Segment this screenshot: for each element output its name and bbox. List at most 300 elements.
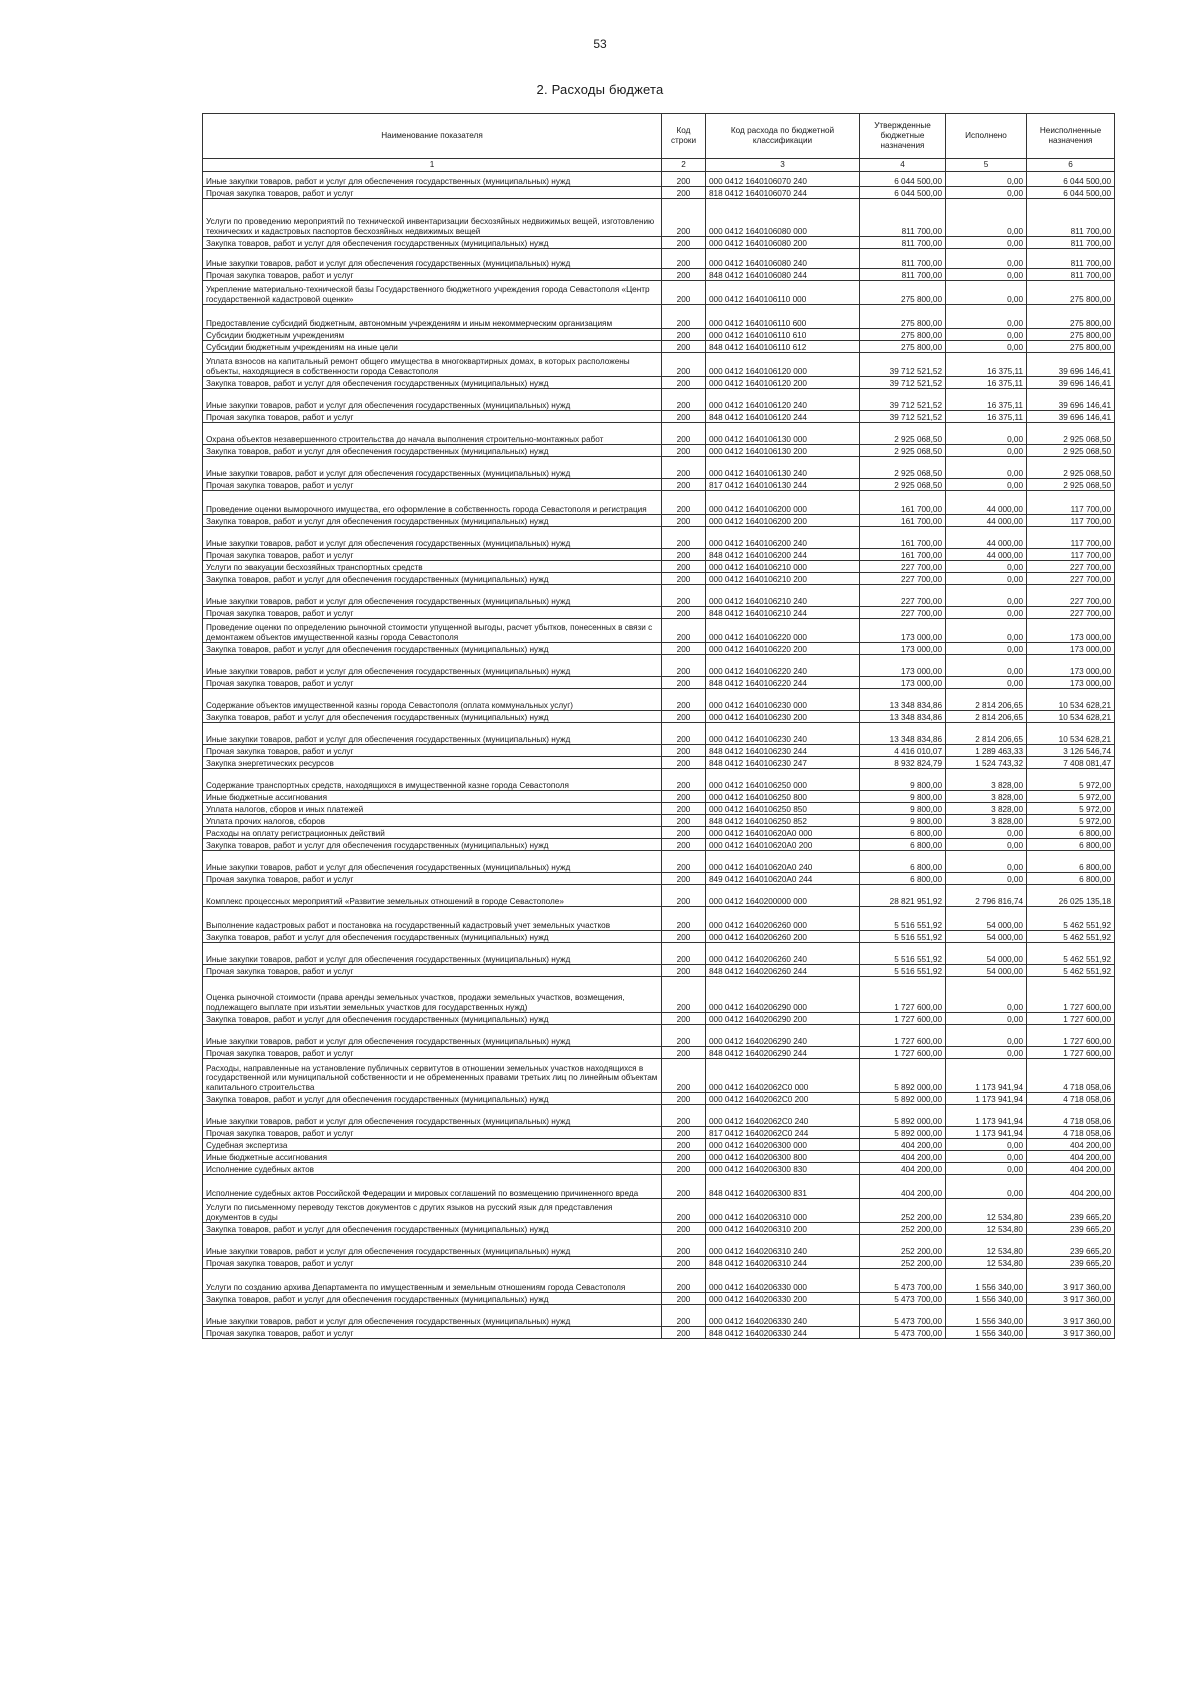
section-title: 2. Расходы бюджета [536,82,664,97]
row-unexecuted: 6 800,00 [1027,827,1115,839]
row-budget-code: 000 0412 1640106210 200 [706,573,860,585]
row-approved: 173 000,00 [860,677,946,689]
row-approved: 6 044 500,00 [860,187,946,199]
row-line-code: 200 [662,643,706,655]
table-row [203,249,1115,269]
row-executed: 1 173 941,94 [946,1059,1027,1093]
row-line-code: 200 [662,1105,706,1127]
row-line-code: 200 [662,977,706,1013]
row-approved: 811 700,00 [860,249,946,269]
table-row [203,573,1115,585]
row-approved: 173 000,00 [860,643,946,655]
table-row [203,1235,1115,1257]
row-approved: 5 473 700,00 [860,1293,946,1305]
row-name: Субсидии бюджетным учреждениям на иные цели [203,341,662,353]
row-budget-code: 000 0412 1640106200 000 [706,491,860,515]
row-executed: 0,00 [946,851,1027,873]
row-unexecuted: 2 925 068,50 [1027,445,1115,457]
row-line-code: 200 [662,457,706,479]
row-name: Иные закупки товаров, работ и услуг для обеспечения государственных (муниципальных) нужд [203,1025,662,1047]
row-line-code: 200 [662,851,706,873]
row-budget-code: 000 0412 1640206290 000 [706,977,860,1013]
table-body [203,172,1115,1339]
row-budget-code: 000 0412 1640106080 000 [706,199,860,237]
row-approved: 5 892 000,00 [860,1059,946,1093]
row-name: Иные закупки товаров, работ и услуг для обеспечения государственных (муниципальных) нужд [203,457,662,479]
table-row [203,1293,1115,1305]
row-budget-code: 848 0412 1640106110 612 [706,341,860,353]
row-budget-code: 000 0412 1640106130 240 [706,457,860,479]
row-approved: 5 892 000,00 [860,1127,946,1139]
row-line-code: 200 [662,281,706,305]
row-unexecuted: 2 925 068,50 [1027,457,1115,479]
row-unexecuted: 275 800,00 [1027,281,1115,305]
row-line-code: 200 [662,655,706,677]
row-name: Закупка энергетических ресурсов [203,757,662,769]
table-row [203,757,1115,769]
row-budget-code: 000 0412 16402062С0 240 [706,1105,860,1127]
row-line-code: 200 [662,907,706,931]
row-name: Закупка товаров, работ и услуг для обеспечения государственных (муниципальных) нужд [203,1093,662,1105]
row-line-code: 200 [662,1257,706,1269]
row-executed: 3 828,00 [946,791,1027,803]
row-name: Предоставление субсидий бюджетным, автономным учреждениям и иным некоммерческим организациям [203,305,662,329]
row-line-code: 200 [662,827,706,839]
row-approved: 1 727 600,00 [860,1047,946,1059]
row-executed: 0,00 [946,873,1027,885]
row-name: Прочая закупка товаров, работ и услуг [203,677,662,689]
table-row [203,643,1115,655]
table-row [203,237,1115,249]
row-name: Услуги по письменному переводу текстов документов с других языков на русский язык для представления документов в суды [203,1199,662,1223]
row-executed: 0,00 [946,677,1027,689]
row-unexecuted: 10 534 628,21 [1027,689,1115,711]
row-executed: 1 289 463,33 [946,745,1027,757]
row-name: Закупка товаров, работ и услуг для обеспечения государственных (муниципальных) нужд [203,1293,662,1305]
row-name: Иные закупки товаров, работ и услуг для обеспечения государственных (муниципальных) нужд [203,389,662,411]
row-name: Проведение оценки выморочного имущества, его оформление в собственность города Севастополя и регистрация [203,491,662,515]
row-budget-code: 000 0412 1640106120 240 [706,389,860,411]
table-row [203,655,1115,677]
row-name: Прочая закупка товаров, работ и услуг [203,1327,662,1339]
row-executed: 0,00 [946,561,1027,573]
row-unexecuted: 2 925 068,50 [1027,423,1115,445]
row-executed: 1 556 340,00 [946,1269,1027,1293]
row-budget-code: 000 0412 1640206310 240 [706,1235,860,1257]
row-unexecuted: 227 700,00 [1027,561,1115,573]
row-line-code: 200 [662,305,706,329]
row-approved: 9 800,00 [860,815,946,827]
row-line-code: 200 [662,1305,706,1327]
row-executed: 44 000,00 [946,527,1027,549]
row-executed: 16 375,11 [946,377,1027,389]
row-budget-code: 849 0412 164010620А0 244 [706,873,860,885]
column-number: 3 [706,159,860,172]
row-executed: 0,00 [946,269,1027,281]
row-approved: 5 892 000,00 [860,1105,946,1127]
row-executed: 0,00 [946,607,1027,619]
table-row [203,1163,1115,1175]
row-unexecuted: 4 718 058,06 [1027,1093,1115,1105]
row-approved: 8 932 824,79 [860,757,946,769]
row-name: Прочая закупка товаров, работ и услуг [203,479,662,491]
row-budget-code: 000 0412 1640106110 600 [706,305,860,329]
table-row [203,549,1115,561]
row-name: Иные закупки товаров, работ и услуг для обеспечения государственных (муниципальных) нужд [203,1235,662,1257]
row-name: Закупка товаров, работ и услуг для обеспечения государственных (муниципальных) нужд [203,643,662,655]
row-unexecuted: 117 700,00 [1027,491,1115,515]
row-name: Закупка товаров, работ и услуг для обеспечения государственных (муниципальных) нужд [203,237,662,249]
row-executed: 0,00 [946,457,1027,479]
row-budget-code: 000 0412 1640206260 240 [706,943,860,965]
row-name: Содержание транспортных средств, находящихся в имущественной казне города Севастополя [203,769,662,791]
row-executed: 1 556 340,00 [946,1293,1027,1305]
table-row [203,803,1115,815]
row-approved: 2 925 068,50 [860,423,946,445]
row-approved: 2 925 068,50 [860,445,946,457]
row-unexecuted: 39 696 146,41 [1027,353,1115,377]
row-budget-code: 848 0412 1640206260 244 [706,965,860,977]
column-number: 4 [860,159,946,172]
row-executed: 0,00 [946,249,1027,269]
table-row [203,711,1115,723]
row-line-code: 200 [662,585,706,607]
row-executed: 0,00 [946,1151,1027,1163]
table-row [203,1151,1115,1163]
row-line-code: 200 [662,1059,706,1093]
row-approved: 6 800,00 [860,851,946,873]
table-row [203,1013,1115,1025]
row-name: Уплата прочих налогов, сборов [203,815,662,827]
table-row [203,329,1115,341]
row-unexecuted: 404 200,00 [1027,1151,1115,1163]
row-approved: 227 700,00 [860,585,946,607]
table-row [203,965,1115,977]
table-row [203,1223,1115,1235]
table-row [203,527,1115,549]
row-line-code: 200 [662,1151,706,1163]
row-unexecuted: 6 800,00 [1027,873,1115,885]
row-budget-code: 000 0412 164010620А0 000 [706,827,860,839]
row-line-code: 200 [662,723,706,745]
table-row [203,411,1115,423]
row-unexecuted: 404 200,00 [1027,1139,1115,1151]
row-line-code: 200 [662,607,706,619]
table-row [203,423,1115,445]
row-budget-code: 000 0412 1640206290 200 [706,1013,860,1025]
row-name: Иные закупки товаров, работ и услуг для обеспечения государственных (муниципальных) нужд [203,585,662,607]
table-row [203,341,1115,353]
row-line-code: 200 [662,1093,706,1105]
row-line-code: 200 [662,1139,706,1151]
row-approved: 173 000,00 [860,619,946,643]
row-executed: 0,00 [946,341,1027,353]
row-approved: 1 727 600,00 [860,977,946,1013]
column-number: 2 [662,159,706,172]
row-line-code: 200 [662,1327,706,1339]
row-name: Уплата взносов на капитальный ремонт общего имущества в многоквартирных домах, в которых расположены объекты, находящиеся в собственности города Севастополя [203,353,662,377]
row-name: Закупка товаров, работ и услуг для обеспечения государственных (муниципальных) нужд [203,711,662,723]
row-executed: 3 828,00 [946,815,1027,827]
row-executed: 0,00 [946,827,1027,839]
row-approved: 6 800,00 [860,873,946,885]
row-unexecuted: 239 665,20 [1027,1257,1115,1269]
row-approved: 227 700,00 [860,573,946,585]
row-unexecuted: 3 917 360,00 [1027,1327,1115,1339]
table-row [203,1047,1115,1059]
row-line-code: 200 [662,769,706,791]
row-line-code: 200 [662,943,706,965]
row-name: Прочая закупка товаров, работ и услуг [203,965,662,977]
row-name: Услуги по эвакуации бесхозяйных транспортных средств [203,561,662,573]
row-budget-code: 000 0412 1640106250 850 [706,803,860,815]
header-unexecuted: Неисполненные назначения [1027,114,1115,159]
row-line-code: 200 [662,1235,706,1257]
table-row [203,931,1115,943]
row-unexecuted: 5 462 551,92 [1027,907,1115,931]
header-approved: Утвержденные бюджетные назначения [860,114,946,159]
row-budget-code: 848 0412 1640206290 244 [706,1047,860,1059]
row-budget-code: 000 0412 1640106110 000 [706,281,860,305]
row-budget-code: 818 0412 1640106070 244 [706,187,860,199]
table-row [203,619,1115,643]
row-unexecuted: 2 925 068,50 [1027,479,1115,491]
row-name: Иные закупки товаров, работ и услуг для обеспечения государственных (муниципальных) нужд [203,943,662,965]
row-name: Содержание объектов имущественной казны города Севастополя (оплата коммунальных услуг) [203,689,662,711]
row-line-code: 200 [662,619,706,643]
row-budget-code: 848 0412 1640106230 247 [706,757,860,769]
row-budget-code: 848 0412 1640106220 244 [706,677,860,689]
row-unexecuted: 3 917 360,00 [1027,1269,1115,1293]
row-executed: 0,00 [946,839,1027,851]
row-executed: 12 534,80 [946,1257,1027,1269]
row-name: Услуги по проведению мероприятий по технической инвентаризации бесхозяйных недвижимых вещей, изготовлению технических и кадастровых паспортов бесхозяйных недвижимых вещей [203,199,662,237]
row-name: Проведение оценки по определению рыночной стоимости упущенной выгоды, расчет убытков, понесенных в связи с демонтажем объектов имущественной казны города Севастополя [203,619,662,643]
row-line-code: 200 [662,1127,706,1139]
row-budget-code: 848 0412 1640106080 244 [706,269,860,281]
row-approved: 4 416 010,07 [860,745,946,757]
row-line-code: 200 [662,689,706,711]
row-name: Иные бюджетные ассигнования [203,1151,662,1163]
row-executed: 0,00 [946,1047,1027,1059]
row-budget-code: 000 0412 1640106200 200 [706,515,860,527]
row-executed: 1 556 340,00 [946,1327,1027,1339]
table-row [203,515,1115,527]
row-unexecuted: 5 972,00 [1027,769,1115,791]
row-approved: 275 800,00 [860,281,946,305]
row-line-code: 200 [662,329,706,341]
table-row [203,1199,1115,1223]
row-line-code: 200 [662,677,706,689]
row-unexecuted: 10 534 628,21 [1027,711,1115,723]
row-budget-code: 000 0412 1640106210 000 [706,561,860,573]
row-approved: 5 516 551,92 [860,965,946,977]
row-approved: 28 821 951,92 [860,885,946,907]
row-line-code: 200 [662,549,706,561]
row-line-code: 200 [662,445,706,457]
row-executed: 12 534,80 [946,1199,1027,1223]
row-approved: 6 044 500,00 [860,172,946,187]
row-unexecuted: 173 000,00 [1027,677,1115,689]
row-budget-code: 848 0412 1640106210 244 [706,607,860,619]
row-name: Закупка товаров, работ и услуг для обеспечения государственных (муниципальных) нужд [203,445,662,457]
row-line-code: 200 [662,411,706,423]
row-unexecuted: 3 126 546,74 [1027,745,1115,757]
row-budget-code: 000 0412 1640106230 200 [706,711,860,723]
table-row [203,1175,1115,1199]
row-budget-code: 848 0412 1640206310 244 [706,1257,860,1269]
table-row [203,199,1115,237]
row-name: Прочая закупка товаров, работ и услуг [203,187,662,199]
row-executed: 0,00 [946,1025,1027,1047]
row-unexecuted: 7 408 081,47 [1027,757,1115,769]
row-budget-code: 000 0412 164010620А0 200 [706,839,860,851]
row-approved: 5 473 700,00 [860,1327,946,1339]
expenses-table [202,113,1115,1339]
row-line-code: 200 [662,561,706,573]
row-unexecuted: 6 044 500,00 [1027,172,1115,187]
row-line-code: 200 [662,389,706,411]
row-unexecuted: 10 534 628,21 [1027,723,1115,745]
row-line-code: 200 [662,839,706,851]
row-approved: 811 700,00 [860,237,946,249]
table-row [203,1059,1115,1093]
table-row [203,377,1115,389]
row-executed: 44 000,00 [946,549,1027,561]
row-line-code: 200 [662,1047,706,1059]
row-name: Субсидии бюджетным учреждениям [203,329,662,341]
row-unexecuted: 811 700,00 [1027,237,1115,249]
table-row [203,1093,1115,1105]
row-executed: 16 375,11 [946,411,1027,423]
table-row [203,1127,1115,1139]
row-executed: 0,00 [946,445,1027,457]
row-approved: 811 700,00 [860,199,946,237]
row-executed: 16 375,11 [946,353,1027,377]
row-unexecuted: 811 700,00 [1027,269,1115,281]
row-executed: 0,00 [946,1139,1027,1151]
row-name: Расходы на оплату регистрационных действий [203,827,662,839]
row-approved: 161 700,00 [860,549,946,561]
row-name: Охрана объектов незавершенного строительства до начала выполнения строительно-монтажных работ [203,423,662,445]
row-budget-code: 000 0412 1640106110 610 [706,329,860,341]
column-number-row [203,159,1115,172]
row-name: Исполнение судебных актов [203,1163,662,1175]
row-unexecuted: 173 000,00 [1027,643,1115,655]
row-name: Прочая закупка товаров, работ и услуг [203,1047,662,1059]
table-row [203,723,1115,745]
table-row [203,187,1115,199]
row-executed: 0,00 [946,1013,1027,1025]
row-budget-code: 848 0412 1640206300 831 [706,1175,860,1199]
row-approved: 227 700,00 [860,561,946,573]
row-approved: 275 800,00 [860,305,946,329]
row-unexecuted: 811 700,00 [1027,199,1115,237]
table-row [203,1257,1115,1269]
row-unexecuted: 275 800,00 [1027,329,1115,341]
row-budget-code: 000 0412 1640206260 000 [706,907,860,931]
row-budget-code: 000 0412 1640106230 000 [706,689,860,711]
row-name: Укрепление материально-технической базы Государственного бюджетного учреждения города Севастополя «Центр государственной кадастровой оценки» [203,281,662,305]
row-unexecuted: 3 917 360,00 [1027,1305,1115,1327]
row-approved: 404 200,00 [860,1151,946,1163]
row-executed: 54 000,00 [946,943,1027,965]
row-unexecuted: 811 700,00 [1027,249,1115,269]
row-unexecuted: 275 800,00 [1027,341,1115,353]
row-approved: 5 473 700,00 [860,1269,946,1293]
row-line-code: 200 [662,527,706,549]
row-line-code: 200 [662,199,706,237]
row-line-code: 200 [662,815,706,827]
column-number: 5 [946,159,1027,172]
row-name: Прочая закупка товаров, работ и услуг [203,269,662,281]
row-name: Иные бюджетные ассигнования [203,791,662,803]
row-line-code: 200 [662,1025,706,1047]
row-name: Иные закупки товаров, работ и услуг для обеспечения государственных (муниципальных) нужд [203,655,662,677]
row-line-code: 200 [662,249,706,269]
row-executed: 0,00 [946,479,1027,491]
row-unexecuted: 39 696 146,41 [1027,411,1115,423]
row-executed: 3 828,00 [946,803,1027,815]
row-unexecuted: 239 665,20 [1027,1235,1115,1257]
row-line-code: 200 [662,711,706,723]
row-budget-code: 000 0412 1640206330 200 [706,1293,860,1305]
row-line-code: 200 [662,757,706,769]
row-line-code: 200 [662,791,706,803]
row-unexecuted: 4 718 058,06 [1027,1105,1115,1127]
row-budget-code: 000 0412 1640106070 240 [706,172,860,187]
row-executed: 54 000,00 [946,931,1027,943]
column-number: 1 [203,159,662,172]
table-row [203,689,1115,711]
row-approved: 2 925 068,50 [860,457,946,479]
row-executed: 0,00 [946,1175,1027,1199]
row-approved: 161 700,00 [860,515,946,527]
row-approved: 5 516 551,92 [860,907,946,931]
table-row [203,885,1115,907]
row-line-code: 200 [662,269,706,281]
row-line-code: 200 [662,573,706,585]
table-row [203,561,1115,573]
row-approved: 1 727 600,00 [860,1013,946,1025]
row-name: Иные закупки товаров, работ и услуг для обеспечения государственных (муниципальных) нужд [203,249,662,269]
table-row [203,791,1115,803]
table-row [203,769,1115,791]
row-line-code: 200 [662,237,706,249]
row-budget-code: 000 0412 1640106250 000 [706,769,860,791]
table-row [203,353,1115,377]
row-line-code: 200 [662,341,706,353]
row-approved: 252 200,00 [860,1199,946,1223]
row-name: Закупка товаров, работ и услуг для обеспечения государственных (муниципальных) нужд [203,515,662,527]
table-row [203,815,1115,827]
header-name: Наименование показателя [203,114,662,159]
header-budget-code: Код расхода по бюджетной классификации [706,114,860,159]
row-budget-code: 000 0412 1640106130 000 [706,423,860,445]
row-name: Иные закупки товаров, работ и услуг для обеспечения государственных (муниципальных) нужд [203,851,662,873]
table-row [203,479,1115,491]
row-name: Прочая закупка товаров, работ и услуг [203,607,662,619]
row-budget-code: 000 0412 1640206300 800 [706,1151,860,1163]
row-budget-code: 000 0412 1640206260 200 [706,931,860,943]
row-approved: 2 925 068,50 [860,479,946,491]
row-name: Закупка товаров, работ и услуг для обеспечения государственных (муниципальных) нужд [203,377,662,389]
row-approved: 275 800,00 [860,329,946,341]
row-budget-code: 000 0412 1640106200 240 [706,527,860,549]
table-row [203,172,1115,187]
row-budget-code: 000 0412 16402062С0 200 [706,1093,860,1105]
row-unexecuted: 1 727 600,00 [1027,1047,1115,1059]
